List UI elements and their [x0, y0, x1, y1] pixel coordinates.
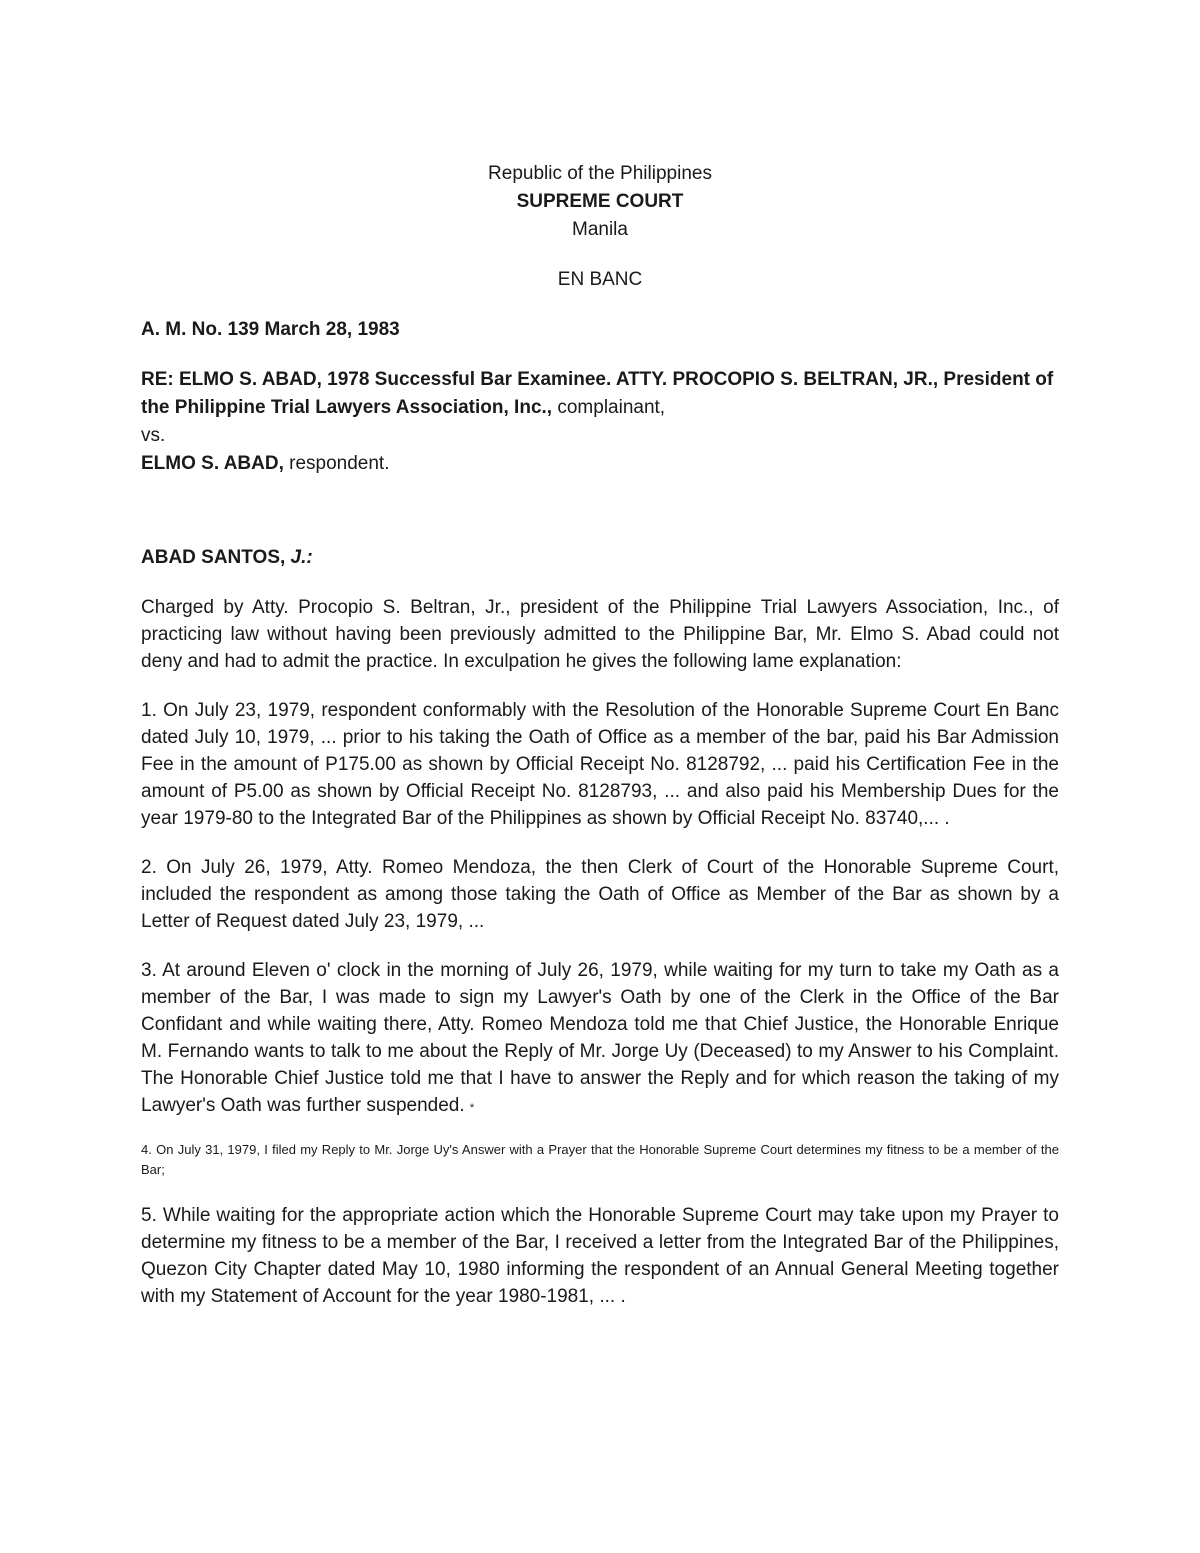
paragraph-1: 1. On July 23, 1979, respondent conformably with the Resolution of the Honorable Supreme Court En Banc dated July 10, 1979, ... prior to his taking the Oath of Office as a member of the bar, paid his Bar Admission Fee in the amount of P175.00 as shown by Official Receipt No. 8128792, ... paid his Certification Fee in the amount of P5.00 as shown by Official Receipt No. 8128793, ... and also paid his Membership Dues for the year 1979-80 to the Integrated Bar of the Philippines as shown by Official Receipt No. 83740,... .: [141, 700, 1059, 829]
case-number: A. M. No. 139 March 28, 1983: [141, 319, 400, 340]
paragraph-3: [141, 957, 1059, 1122]
case-title-parties: RE: ELMO S. ABAD, 1978 Successful Bar Examinee. ATTY. PROCOPIO S. BELTRAN, JR., President of the Philippine Trial Lawyers Association, Inc.,: [141, 369, 1054, 418]
paragraph-4: 4. On July 31, 1979, I filed my Reply to Mr. Jorge Uy's Answer with a Prayer that the Honorable Supreme Court determines my fitness to be a member of the Bar;: [141, 1142, 1059, 1177]
ponente-name: ABAD SANTOS,: [141, 547, 286, 568]
case-title: [141, 366, 1059, 478]
paragraph-intro: Charged by Atty. Procopio S. Beltran, Jr., president of the Philippine Trial Lawyers Association, Inc., of practicing law without having been previously admitted to the Philippine Bar, Mr. Elmo S. Abad could not deny and had to admit the practice. In exculpation he gives the following lame explanation:: [141, 597, 1059, 672]
complainant-label: complainant,: [552, 397, 666, 418]
court-header: [141, 160, 1059, 294]
court-name: SUPREME COURT: [516, 191, 684, 212]
document-page: [141, 160, 1059, 1310]
division-label: EN BANC: [557, 269, 643, 290]
court-city: Manila: [572, 219, 628, 240]
ponente: [141, 544, 1059, 572]
versus-label: vs.: [141, 425, 166, 446]
respondent-name: ELMO S. ABAD,: [141, 453, 284, 474]
paragraph-3-text: 3. At around Eleven o' clock in the morning of July 26, 1979, while waiting for my turn to take my Oath as a member of the Bar, I was made to sign my Lawyer's Oath by one of the Clerk in the Office of the Bar Confidant and while waiting there, Atty. Romeo Mendoza told me that Chief Justice, the Honorable Enrique M. Fernando wants to talk to me about the Reply of Mr. Jorge Uy (Deceased) to my Answer to his Complaint. The Honorable Chief Justice told me that I have to answer the Reply and for which reason the taking of my Lawyer's Oath was further suspended.: [141, 960, 1059, 1116]
footnote-mark: *: [469, 1102, 475, 1114]
respondent-label: respondent.: [283, 453, 390, 474]
paragraph-5: 5. While waiting for the appropriate action which the Honorable Supreme Court may take upon my Prayer to determine my fitness to be a member of the Bar, I received a letter from the Integrated Bar of the Philippines, Quezon City Chapter dated May 10, 1980 informing the respondent of an Annual General Meeting together with my Statement of Account for the year 1980-1981, ... .: [141, 1205, 1059, 1307]
ponente-title: J.:: [285, 547, 313, 568]
paragraph-2: 2. On July 26, 1979, Atty. Romeo Mendoza, the then Clerk of Court of the Honorable Supreme Court, included the respondent as among those taking the Oath of Office as Member of the Bar as shown by a Letter of Request dated July 23, 1979, ...: [141, 857, 1059, 932]
republic-line: Republic of the Philippines: [488, 163, 712, 184]
